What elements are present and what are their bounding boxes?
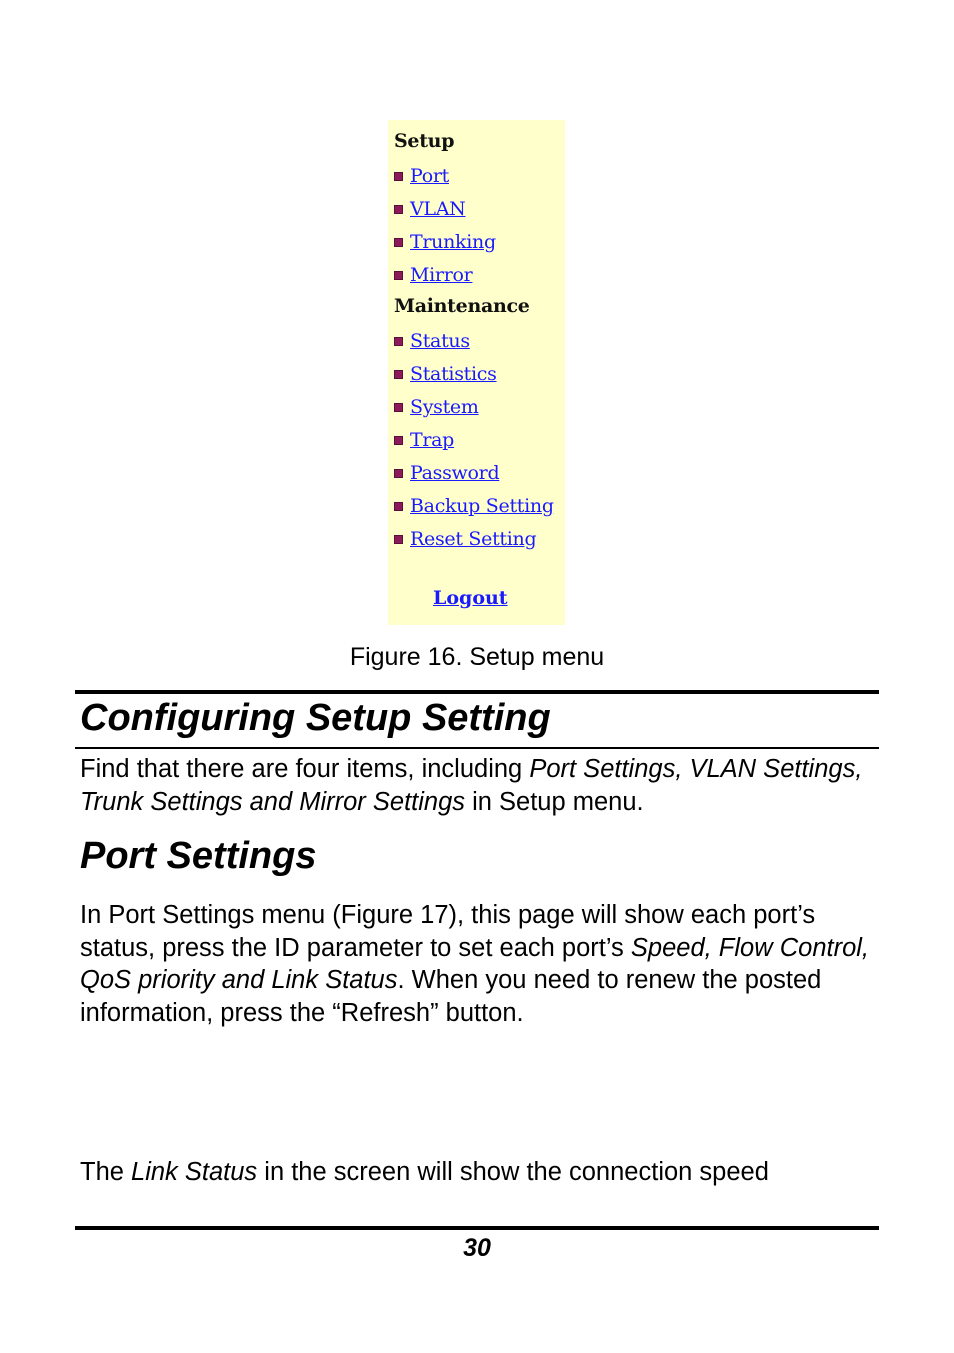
bullet-icon (394, 502, 403, 511)
paragraph-link-status (80, 1156, 870, 1189)
menu-item-port[interactable] (394, 163, 449, 189)
text-run: In Port Settings menu (Figure 17), this page will show each port’s status, press the ID parameter to set each port’s (80, 901, 816, 962)
menu-item-vlan[interactable] (394, 196, 466, 222)
menu-link-trap[interactable]: Trap (410, 429, 455, 451)
footer-rule (75, 1226, 879, 1230)
setup-menu-figure (388, 120, 565, 625)
menu-item-backup-setting[interactable] (394, 493, 554, 519)
menu-link-trunking[interactable]: Trunking (410, 231, 496, 253)
menu-link-system[interactable]: System (410, 396, 479, 418)
menu-link-backup-setting[interactable]: Backup Setting (410, 495, 554, 517)
bullet-icon (394, 205, 403, 214)
logout-link[interactable]: Logout (433, 587, 508, 609)
section-heading-configuring-setup: Configuring Setup Setting (80, 697, 551, 739)
heading-rule-top (75, 690, 879, 694)
text-run: in Setup menu. (465, 787, 644, 816)
menu-item-status[interactable] (394, 328, 470, 354)
section-heading-port-settings: Port Settings (80, 835, 317, 877)
bullet-icon (394, 436, 403, 445)
text-run-italic: Speed, Flow Control, QoS priority and Link Status (80, 933, 870, 994)
menu-item-trap[interactable] (394, 427, 454, 453)
text-run-italic: Link Status (131, 1158, 258, 1186)
bullet-icon (394, 403, 403, 412)
menu-link-status[interactable]: Status (410, 330, 470, 352)
page-number: 30 (463, 1234, 491, 1262)
paragraph-port-settings (80, 899, 870, 1029)
bullet-icon (394, 370, 403, 379)
menu-heading-maintenance: Maintenance (394, 295, 530, 317)
menu-item-trunking[interactable] (394, 229, 496, 255)
bullet-icon (394, 238, 403, 247)
bullet-icon (394, 535, 403, 544)
menu-item-statistics[interactable] (394, 361, 497, 387)
menu-link-port[interactable]: Port (410, 165, 449, 187)
menu-item-password[interactable] (394, 460, 499, 486)
bullet-icon (394, 271, 403, 280)
menu-link-statistics[interactable]: Statistics (410, 363, 497, 385)
menu-item-system[interactable] (394, 394, 479, 420)
bullet-icon (394, 172, 403, 181)
menu-link-mirror[interactable]: Mirror (410, 264, 473, 286)
menu-link-password[interactable]: Password (410, 462, 500, 484)
menu-link-vlan[interactable]: VLAN (410, 198, 466, 220)
text-run: Find that there are four items, including (80, 755, 530, 783)
text-run: . When you need to renew the posted information, press the “Refresh” button. (80, 966, 822, 1027)
figure-caption: Figure 16. Setup menu (349, 643, 605, 671)
text-run: The (80, 1158, 132, 1186)
bullet-icon (394, 469, 403, 478)
heading-rule-bottom (75, 747, 879, 749)
text-run-italic: Port Settings, VLAN Settings, Trunk Settings and Mirror Settings (80, 755, 863, 816)
menu-item-mirror[interactable] (394, 262, 472, 288)
text-run: in the screen will show the connection speed (257, 1158, 769, 1186)
menu-link-reset-setting[interactable]: Reset Setting (410, 528, 537, 550)
paragraph-setup-items (80, 753, 870, 818)
bullet-icon (394, 337, 403, 346)
menu-heading-setup: Setup (394, 130, 455, 152)
menu-item-reset-setting[interactable] (394, 526, 536, 552)
